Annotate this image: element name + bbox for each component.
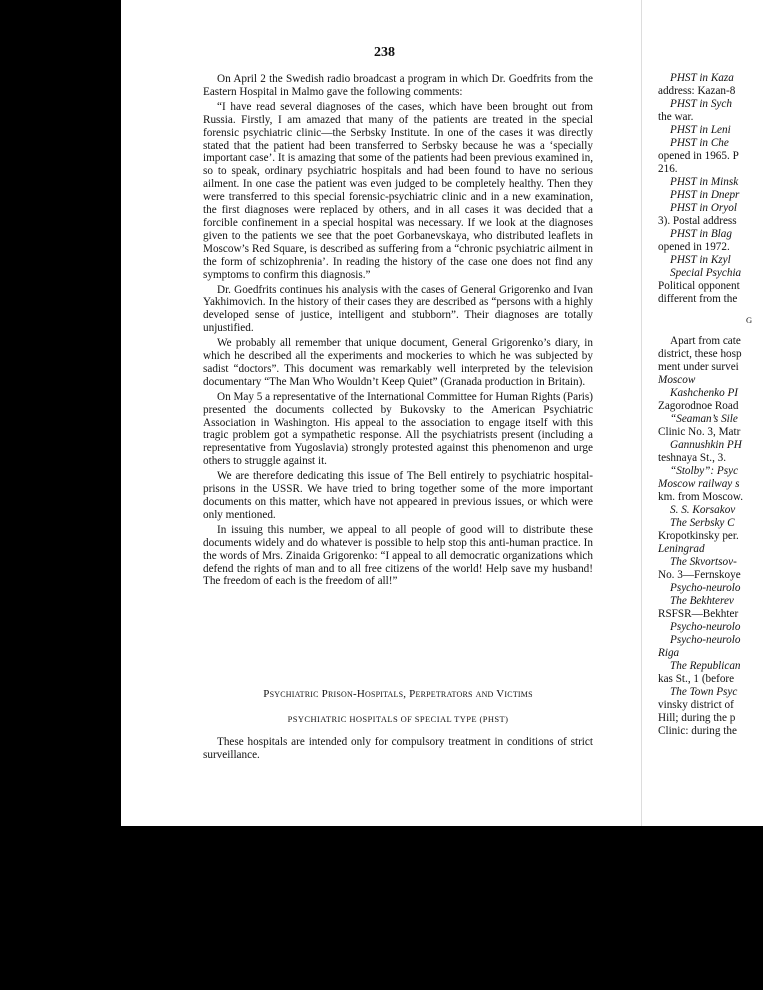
facing-page-line: PHST in Kaza [670, 72, 734, 84]
facing-page-line: vinsky district of [658, 699, 734, 711]
facing-page-line: Psycho-neurolo [670, 621, 741, 633]
facing-page-line [658, 306, 763, 314]
facing-page-line [658, 327, 763, 335]
facing-page-line: 3). Postal address [658, 215, 737, 227]
facing-page-line: opened in 1972. [658, 241, 730, 253]
facing-page-line: different from the [658, 293, 738, 305]
final-paragraph-block [203, 736, 593, 762]
facing-page-line: No. 3—Fernskoye [658, 569, 741, 581]
facing-page-strip [641, 0, 763, 826]
paragraph: We probably all remember that unique document, General Grigorenko’s diary, in which he described all the experiments and mockeries to which he was subjected by sadist “doctors”. This document was remarkably well interpreted by the television documentary “The Man Who Wouldn’t Keep Quiet” (Granada production in Britain). [203, 337, 593, 388]
paragraph: “I have read several diagnoses of the cases, which have been brought out from Russia. Firstly, I am amazed that many of the patients are treated in the special forensic psychiatric clinic—the Serbsky Institute. In one of the cases it was directly stated that the patient had been transferred to Serbsky because he was a ‘specially important case’. It is amazing that some of the patients had been previous examined in, so to speak, ordinary psychiatric hospitals and had been found to have no serious ailment. In one case the patient was even judged to be completely healthy. Then they were transferred to this special forensic-psychiatric clinic and in a new examination, the first diagnoses were replaced by others, and in all cases it was decided that a forcible confinement in a special hospital was necessary. If we look at the diagnoses given to the patients we see that the poet Gorbanevskaya, who distributed leaflets in Moscow’s Red Square, is described as suffering from a “chronic psychiatric ailment in the form of schizophrenia’. In reading the history of the case one does not find any symptoms to confirm this diagnosis.” [203, 100, 593, 281]
paragraph: In issuing this number, we appeal to all people of good will to distribute these documents widely and do whatever is possible to help stop this anti-human practice. In the words of Mrs. Zinaida Grigorenko: “I appeal to all democratic organizations which defend the rights of man and to all free citizens of the world! Help save my husband! The freedom of each is the freedom of all!” [203, 523, 593, 588]
facing-page-line: RSFSR—Bekhter [658, 608, 739, 620]
facing-page-line: Kashchenko PI [670, 387, 739, 399]
facing-page-line: km. from Moscow. [658, 491, 744, 503]
facing-page-line: Hill; during the p [658, 712, 736, 724]
paragraph: These hospitals are intended only for compulsory treatment in conditions of strict surveillance. [203, 736, 593, 761]
facing-page-line: Psycho-neurolo [670, 634, 741, 646]
main-text-column [203, 73, 593, 590]
facing-page-line: Apart from cate [670, 335, 741, 347]
facing-page-text [658, 72, 763, 738]
facing-page-line: PHST in Blag [670, 228, 732, 240]
facing-page-line: Special Psychia [670, 267, 742, 279]
paragraph: Dr. Goedfrits continues his analysis with the cases of General Grigorenko and Ivan Yakhimovich. In the history of their cases they are described as “persons with a highly developed sense of justice, intelligent and stubborn”. Their diagnoses are totally unjustified. [203, 283, 593, 335]
facing-page-line: The Bekhterev [670, 595, 734, 607]
facing-page-line: PHST in Kzyl [670, 254, 731, 266]
page-number: 238 [374, 45, 395, 60]
facing-page-line: Clinic No. 3, Matr [658, 426, 741, 438]
facing-page-line: Zagorodnoe Road [658, 400, 739, 412]
facing-page-line: G [746, 315, 753, 325]
paragraph: On April 2 the Swedish radio broadcast a program in which Dr. Goedfrits from the Eastern Hospital in Malmo gave the following comments: [203, 73, 593, 98]
facing-page-line: the war. [658, 111, 694, 123]
facing-page-line: Moscow [658, 374, 696, 386]
subsection-heading: PSYCHIATRIC HOSPITALS OF SPECIAL TYPE (PHST) [287, 714, 509, 724]
facing-page-line: district, these hosp [658, 348, 742, 360]
facing-page-line: 216. [658, 163, 678, 175]
facing-page-line: The Serbsky C [670, 517, 735, 529]
facing-page-line: PHST in Oryol [670, 202, 737, 214]
facing-page-line: ment under survei [658, 361, 739, 373]
facing-page-line: Riga [658, 647, 680, 659]
paragraph: On May 5 a representative of the International Committee for Human Rights (Paris) presented the documents collected by Bukovsky to the American Psychiatric Association in Washington. His appeal to the association to engage itself with this tragic problem got a sympathetic response. All the psychiatrists present (including a representative from Yugoslavia) strongly protested against this phenomenon and urge others to struggle against it. [203, 390, 593, 468]
facing-page-line: opened in 1965. P [658, 150, 739, 162]
facing-page-line: “Stolby”: Psyc [670, 465, 739, 477]
facing-page-line: teshnaya St., 3. [658, 452, 727, 464]
facing-page-line: PHST in Minsk [670, 176, 739, 188]
facing-page-line: Leningrad [658, 543, 705, 555]
facing-page-line: The Town Psyc [670, 686, 738, 698]
facing-page-line: The Skvortsov- [670, 556, 737, 568]
facing-page-line: PHST in Che [670, 137, 729, 149]
facing-page-line: “Seaman’s Sile [670, 413, 738, 425]
facing-page-line: kas St., 1 (before [658, 673, 735, 685]
facing-page-line: Political opponent [658, 280, 740, 292]
facing-page-line: PHST in Dnepr [670, 189, 740, 201]
facing-page-line: The Republican [670, 660, 741, 672]
paragraph: We are therefore dedicating this issue of The Bell entirely to psychiatric hospital-prisons in the USSR. We have tried to bring together some of the more important documents on this matter, which have not appeared in previous issues, or which were only mentioned. [203, 470, 593, 521]
facing-page-line: Moscow railway s [658, 478, 740, 490]
facing-page-line: PHST in Leni [670, 124, 731, 136]
document-page [121, 0, 641, 826]
section-heading: Psychiatric Prison-Hospitals, Perpetrators and Victims [263, 688, 533, 700]
facing-page-line: Kropotkinsky per. [658, 530, 739, 542]
facing-page-line: address: Kazan-8 [658, 85, 736, 97]
facing-page-line: Clinic: during the [658, 725, 737, 737]
facing-page-line: Gannushkin PH [670, 439, 742, 451]
facing-page-line: PHST in Sych [670, 98, 732, 110]
facing-page-line: S. S. Korsakov [670, 504, 736, 516]
facing-page-line: Psycho-neurolo [670, 582, 741, 594]
